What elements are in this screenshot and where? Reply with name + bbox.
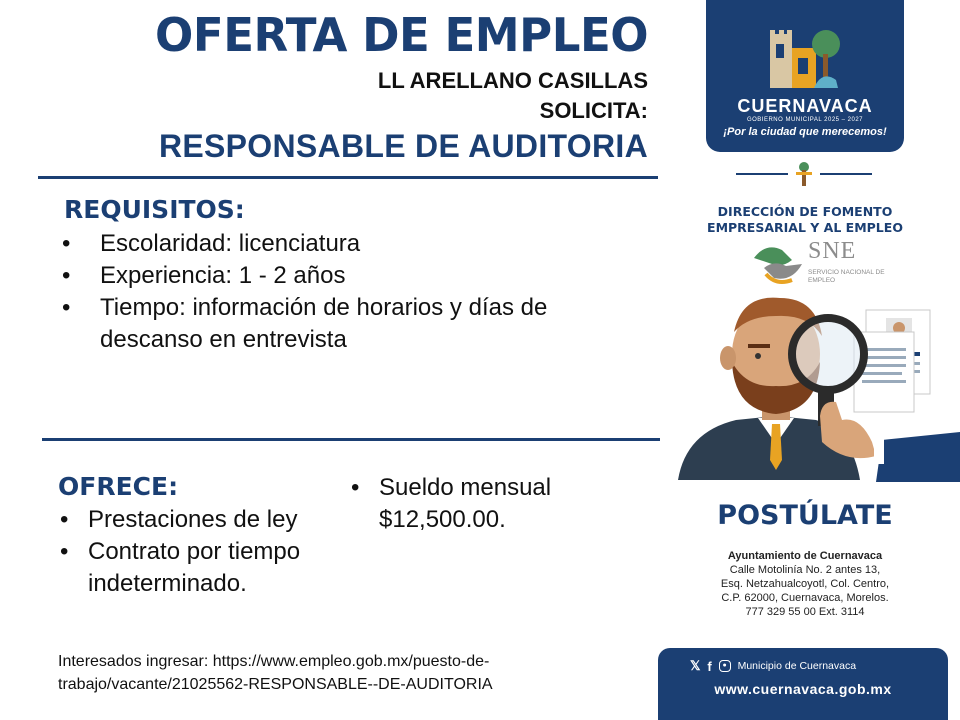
direccion-label: DIRECCIÓN DE FOMENTO EMPRESARIAL Y AL EMPLEO <box>707 204 903 235</box>
list-item: • Experiencia: 1 - 2 años <box>60 260 620 292</box>
company-block <box>378 66 648 126</box>
ofrece-heading: OFRECE: <box>58 472 179 501</box>
address-block <box>700 549 910 619</box>
ornament-line <box>820 173 872 175</box>
list-item: • Escolaridad: licenciatura <box>60 228 620 260</box>
recruiter-illustration <box>676 292 960 488</box>
address-phone: 777 329 55 00 Ext. 3114 <box>745 606 865 618</box>
divider-top <box>38 176 658 179</box>
list-item: • Contrato por tiempo indeterminado. <box>58 536 348 600</box>
sne-logo: SNE <box>808 238 857 264</box>
social-handle: Municipio de Cuernavaca <box>737 659 857 672</box>
badge-city: CUERNAVACA <box>737 96 873 116</box>
requisitos-list <box>60 228 620 356</box>
position-title: RESPONSABLE DE AUDITORIA <box>158 128 648 164</box>
badge-slogan: ¡Por la ciudad que merecemos! <box>723 126 887 138</box>
list-item: • Prestaciones de ley <box>58 504 348 536</box>
requisitos-heading: REQUISITOS: <box>64 195 245 224</box>
salary-item: • Sueldo mensual $12,500.00. <box>349 472 629 536</box>
list-item: • Tiempo: información de horarios y días de descanso en entrevista <box>60 292 620 356</box>
city-emblem-icon <box>764 20 844 96</box>
x-icon[interactable]: 𝕏 <box>690 658 701 673</box>
ornament-icon <box>793 160 815 188</box>
ornament-line <box>736 173 788 175</box>
address-org: Ayuntamiento de Cuernavaca <box>727 550 883 562</box>
footer-social <box>690 658 856 674</box>
apply-note: Interesados ingresar: https://www.empleo.gob.mx/puesto-de-trabajo/vacante/21025562-RESPONSABLE--DE-AUDITORIA <box>58 653 493 693</box>
handshake-icon <box>752 238 804 288</box>
badge-subtitle: GOBIERNO MUNICIPAL 2025 – 2027 <box>746 117 864 123</box>
address-line: Esq. Netzahualcoyotl, Col. Centro, <box>720 578 890 590</box>
facebook-icon[interactable]: f <box>707 658 712 674</box>
website-link[interactable]: www.cuernavaca.gob.mx <box>714 681 892 697</box>
ofrece-list <box>58 504 348 600</box>
divider-middle <box>42 438 660 441</box>
page-title: OFERTA DE EMPLEO <box>154 8 648 62</box>
salary-list <box>349 472 629 536</box>
address-line: Calle Motolinía No. 2 antes 13, <box>729 564 881 576</box>
sne-name: SERVICIO NACIONAL DE EMPLEO <box>808 269 885 284</box>
address-line: C.P. 62000, Cuernavaca, Morelos. <box>721 592 889 604</box>
instagram-icon[interactable]: ● <box>719 660 731 672</box>
solicita-label: SOLICITA: <box>539 98 648 123</box>
company-name: LL ARELLANO CASILLAS <box>377 68 648 93</box>
postulate-heading: POSTÚLATE <box>717 500 893 531</box>
magnifier-icon <box>792 318 864 390</box>
